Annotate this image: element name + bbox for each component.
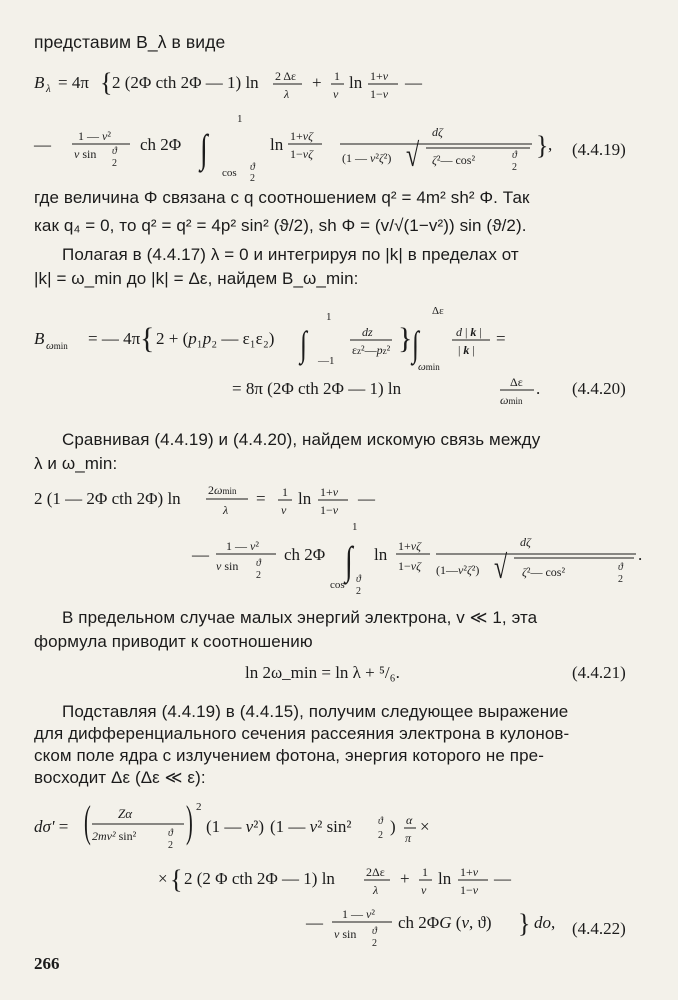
- svg-text:+: +: [400, 869, 410, 888]
- svg-text:∫: ∫: [345, 539, 353, 584]
- svg-text:| k |: | k |: [458, 343, 475, 357]
- para3-line1: Сравнивая (4.4.19) и (4.4.20), найдем искомую связь между: [62, 430, 541, 449]
- svg-text:ch 2Φ: ch 2Φ: [284, 545, 326, 564]
- svg-text:2 + (p₁p₂ — ε₁ε₂): 2 + (p₁p₂ — ε₁ε₂): [156, 329, 275, 348]
- svg-text:2 Δε: 2 Δε: [275, 69, 297, 83]
- svg-text:1−vζ: 1−vζ: [290, 147, 313, 161]
- svg-text:1: 1: [282, 485, 288, 499]
- svg-text:1: 1: [334, 69, 340, 83]
- svg-text:—: —: [192, 545, 209, 564]
- para4-line2: формула приводит к соотношению: [34, 632, 313, 651]
- intro-text: [34, 30, 225, 54]
- svg-text:(1 — v²ζ²): (1 — v²ζ²): [342, 151, 392, 165]
- eq-4419-line1-text: [0, 0, 1, 1]
- svg-text:∫: ∫: [412, 323, 419, 365]
- svg-text:ln: ln: [349, 73, 363, 92]
- svg-text:√: √: [406, 137, 420, 175]
- svg-text:2mv² sin²: 2mv² sin²: [92, 829, 137, 843]
- svg-text:εz²—pz²: εz²—pz²: [352, 343, 391, 357]
- svg-text:{: {: [140, 322, 155, 355]
- para5-line3: ском поле ядра с излучением фотона, энергия которого не пре-: [34, 746, 544, 765]
- svg-text:ϑ: ϑ: [250, 162, 255, 173]
- para1-line1: где величина Φ связана с q соотношением q² = 4m² sh² Φ. Так: [34, 188, 530, 207]
- svg-text:cos: cos: [222, 167, 237, 179]
- svg-text:(1 — v²): (1 — v²): [206, 817, 264, 836]
- svg-text:1: 1: [237, 113, 243, 125]
- svg-text:λ: λ: [373, 883, 379, 897]
- svg-text:2: 2: [112, 158, 117, 169]
- para4-line1: В предельном случае малых энергий электрона, v ≪ 1, эта: [62, 608, 538, 627]
- svg-text:+: +: [312, 73, 322, 92]
- equation-4-4-20-graphic: [0, 298, 678, 418]
- svg-text:v sin: v sin: [74, 147, 97, 161]
- svg-text:ch 2Φ: ch 2Φ: [140, 135, 182, 154]
- svg-text:Δε: Δε: [432, 305, 444, 317]
- svg-text:—1: —1: [318, 355, 335, 367]
- equation-4-4-19-label: (4.4.19): [572, 140, 626, 159]
- svg-text:d | k |: d | k |: [456, 325, 482, 339]
- svg-text:(1—v²ζ²): (1—v²ζ²): [436, 563, 480, 577]
- svg-text:λ: λ: [223, 503, 229, 517]
- svg-text:ϑ: ϑ: [112, 146, 117, 157]
- svg-text:}: }: [518, 909, 531, 938]
- svg-text:v: v: [421, 883, 427, 897]
- svg-text:Zα: Zα: [118, 806, 133, 821]
- svg-text:ωmin: ωmin: [46, 340, 68, 352]
- svg-text:1−v: 1−v: [460, 883, 479, 897]
- page-number: 266: [34, 954, 60, 973]
- svg-text:×: ×: [158, 869, 168, 888]
- para2-line2: |k| = ω_min до |k| = Δε, найдем B_ω_min:: [34, 269, 359, 288]
- svg-text:2: 2: [378, 830, 383, 841]
- svg-text:—: —: [405, 73, 422, 92]
- svg-text:ωmin: ωmin: [418, 361, 440, 373]
- svg-text:2: 2: [250, 173, 255, 184]
- svg-text:2: 2: [256, 570, 261, 581]
- equation-4-4-20-label: (4.4.20): [572, 379, 626, 398]
- svg-text:2: 2: [196, 801, 202, 813]
- para3-line2: λ и ω_min:: [34, 454, 118, 473]
- svg-text:2Δε: 2Δε: [366, 865, 385, 879]
- svg-text:1 — v²: 1 — v²: [342, 907, 375, 921]
- svg-text:ϑ: ϑ: [378, 816, 383, 827]
- svg-text:ωmin: ωmin: [500, 393, 523, 407]
- svg-text:dz: dz: [362, 325, 373, 339]
- svg-text:): ): [390, 817, 396, 836]
- svg-text:(1 — v² sin²: (1 — v² sin²: [270, 817, 352, 836]
- svg-text:v sin: v sin: [216, 559, 239, 573]
- svg-text:α: α: [406, 813, 413, 827]
- svg-text:v sin: v sin: [334, 927, 357, 941]
- para5-line2: для дифференциального сечения рассеяния электрона в кулонов-: [34, 724, 570, 743]
- svg-text:2: 2: [168, 840, 173, 851]
- svg-text:—: —: [494, 869, 511, 888]
- svg-text:1+vζ: 1+vζ: [290, 129, 313, 143]
- svg-text:ch 2ΦG (v, ϑ): ch 2ΦG (v, ϑ): [398, 913, 492, 932]
- svg-text:1 — v²: 1 — v²: [226, 539, 259, 553]
- para5-line4: восходит Δε (Δε ≪ ε):: [34, 768, 206, 787]
- svg-text:.: .: [638, 545, 643, 564]
- svg-text:{: {: [100, 68, 113, 97]
- equation-4-4-21-label: (4.4.21): [572, 663, 626, 682]
- svg-text:ln: ln: [270, 135, 284, 154]
- svg-text:—: —: [358, 489, 375, 508]
- svg-text:2 (2Φ cth 2Φ — 1) ln: 2 (2Φ cth 2Φ — 1) ln: [112, 73, 259, 92]
- svg-text:ζ²— cos²: ζ²— cos²: [432, 153, 476, 167]
- svg-text:dσ' =: dσ' =: [34, 817, 69, 836]
- svg-text:= 8π (2Φ cth 2Φ — 1) ln: = 8π (2Φ cth 2Φ — 1) ln: [232, 379, 402, 398]
- para2-line1: Полагая в (4.4.17) λ = 0 и интегрируя по |k| в пределах от: [62, 245, 519, 264]
- svg-text:2: 2: [512, 162, 517, 173]
- svg-text:ϑ: ϑ: [168, 828, 173, 839]
- svg-text:ln: ln: [374, 545, 388, 564]
- svg-text:ln: ln: [438, 869, 452, 888]
- svg-text:2ωmin: 2ωmin: [208, 483, 237, 497]
- svg-text:v: v: [333, 87, 339, 101]
- svg-text:2: 2: [618, 574, 623, 585]
- svg-text:do,: do,: [534, 913, 556, 932]
- svg-text:}: }: [398, 322, 413, 355]
- equation-4-4-22-label: (4.4.22): [572, 919, 626, 938]
- svg-text:,: ,: [548, 135, 553, 154]
- svg-text:∫: ∫: [200, 127, 208, 172]
- svg-text:ζ²— cos²: ζ²— cos²: [522, 565, 566, 579]
- svg-text:ϑ: ϑ: [618, 562, 623, 573]
- svg-text:1+v: 1+v: [460, 865, 479, 879]
- svg-text:{: {: [170, 865, 183, 894]
- svg-text:): ): [186, 797, 193, 847]
- svg-text:×: ×: [420, 817, 430, 836]
- svg-text:1: 1: [326, 311, 332, 323]
- svg-text:1−v: 1−v: [320, 503, 339, 517]
- svg-text:1−vζ: 1−vζ: [398, 559, 421, 573]
- svg-text:v: v: [281, 503, 287, 517]
- svg-text:}: }: [536, 131, 549, 160]
- svg-text:2: 2: [372, 938, 377, 949]
- svg-text:.: .: [536, 379, 541, 398]
- svg-text:1−v: 1−v: [370, 87, 389, 101]
- svg-text:2: 2: [356, 586, 361, 597]
- svg-text:1+vζ: 1+vζ: [398, 539, 421, 553]
- svg-text:—: —: [34, 135, 51, 154]
- svg-text:π: π: [405, 831, 412, 845]
- svg-text:—: —: [306, 913, 323, 932]
- svg-text:dζ: dζ: [432, 125, 443, 139]
- svg-text:1+v: 1+v: [320, 485, 339, 499]
- svg-text:B: B: [34, 329, 45, 348]
- equation-relation-graphic: [0, 476, 678, 600]
- svg-text:cos: cos: [330, 579, 345, 591]
- equation-4-4-21-body: ln 2ω_min = ln λ + ⁵/₆.: [245, 663, 400, 682]
- svg-text:ϑ: ϑ: [356, 574, 361, 585]
- svg-text:(: (: [84, 797, 91, 847]
- svg-text:= 4π: = 4π: [58, 73, 89, 92]
- svg-text:ϑ: ϑ: [372, 926, 377, 937]
- svg-text:1: 1: [352, 521, 358, 533]
- svg-text:∫: ∫: [300, 323, 307, 365]
- svg-text:Δε: Δε: [510, 375, 523, 389]
- svg-text:ϑ: ϑ: [256, 558, 261, 569]
- equation-4-4-19-graphic: [0, 58, 678, 188]
- svg-text:B: B: [34, 73, 45, 92]
- svg-text:1 — v²: 1 — v²: [78, 129, 111, 143]
- svg-text:1+v: 1+v: [370, 69, 389, 83]
- svg-text:1: 1: [422, 865, 428, 879]
- svg-text:√: √: [493, 549, 508, 587]
- svg-text:ln: ln: [298, 489, 312, 508]
- svg-text:λ: λ: [46, 83, 51, 95]
- svg-text:λ: λ: [284, 87, 290, 101]
- para1-line2: как q₄ = 0, то q² = q² = 4p² sin² (ϑ/2), sh Φ = (v/√(1−v²)) sin (ϑ/2).: [34, 216, 527, 235]
- svg-text:dζ: dζ: [520, 535, 531, 549]
- svg-text:=: =: [496, 329, 506, 348]
- svg-text:ϑ: ϑ: [512, 150, 517, 161]
- intro-content: представим B_λ в виде: [34, 32, 226, 52]
- para5-line1: Подставляя (4.4.19) в (4.4.15), получим следующее выражение: [62, 702, 569, 721]
- svg-text:= — 4π: = — 4π: [88, 329, 141, 348]
- svg-text:=: =: [256, 489, 266, 508]
- svg-text:2 (1 — 2Φ cth 2Φ) ln: 2 (1 — 2Φ cth 2Φ) ln: [34, 489, 181, 508]
- svg-text:2 (2 Φ cth 2Φ — 1) ln: 2 (2 Φ cth 2Φ — 1) ln: [184, 869, 335, 888]
